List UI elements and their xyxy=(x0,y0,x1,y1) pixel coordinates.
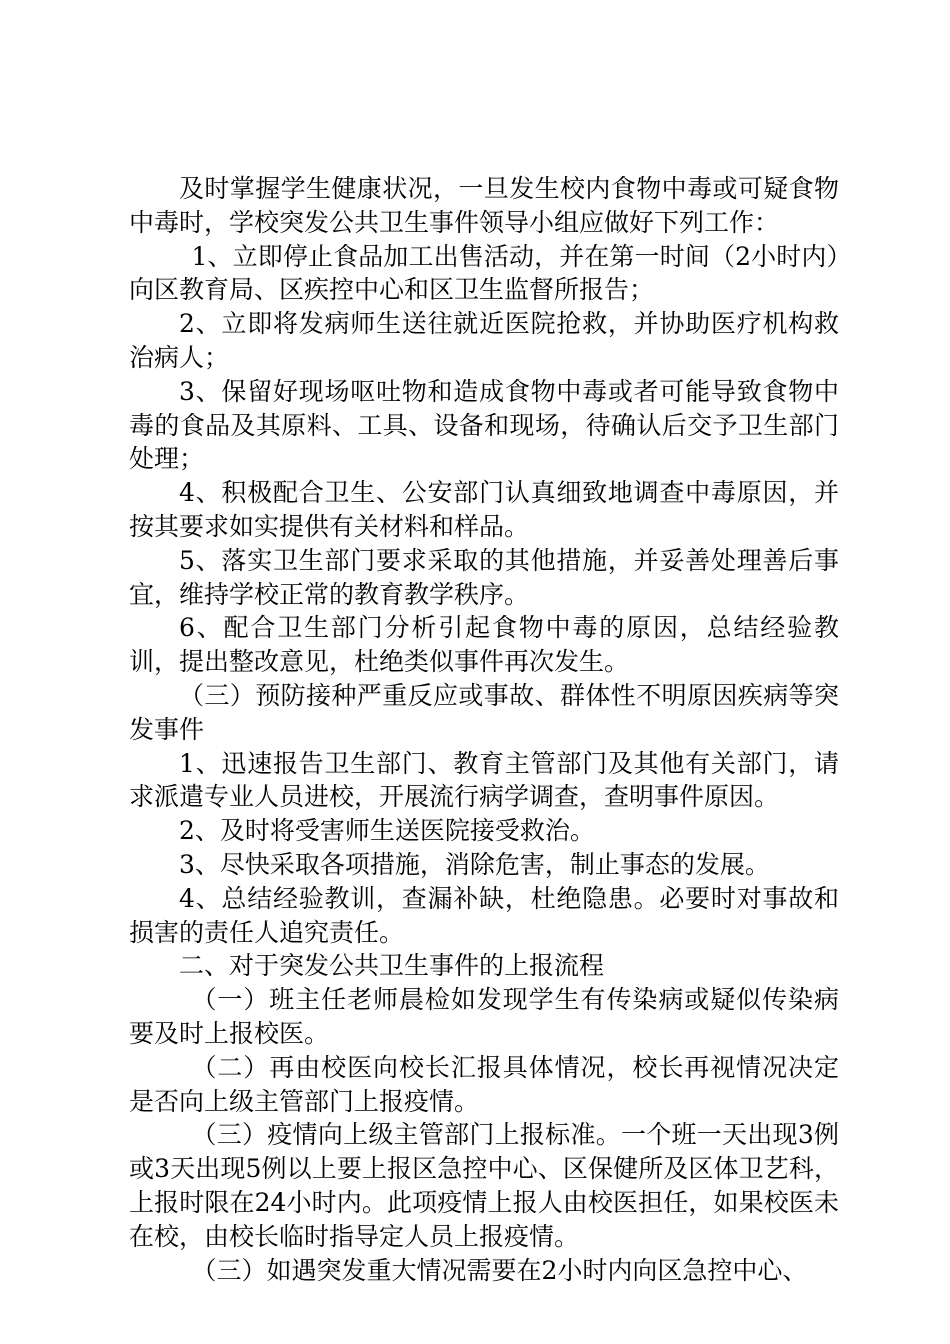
paragraph-vaccination-4: 4、总结经验教训，查漏补缺，杜绝隐患。必要时对事故和损害的责任人追究责任。 xyxy=(129,883,839,947)
paragraph-item-3: 3、保留好现场呕吐物和造成食物中毒或者可能导致食物中毒的食品及其原料、工具、设备和现场，待确认后交予卫生部门处理； xyxy=(129,376,839,474)
paragraph-vaccination-1: 1、迅速报告卫生部门、教育主管部门及其他有关部门，请求派遣专业人员进校，开展流行病学调查，查明事件原因。 xyxy=(129,748,839,812)
section-heading-reporting: 二、对于突发公共卫生事件的上报流程 xyxy=(179,951,605,981)
paragraph-reporting-3: （三）疫情向上级主管部门上报标准。一个班一天出现3例或3天出现5例以上要上报区急控中心、区保健所及区体卫艺科，上报时限在24小时内。此项疫情上报人由校医担任，如果校医未在校，由校长临时指导定人员上报疫情。 xyxy=(129,1120,839,1251)
section-heading-vaccination: （三）预防接种严重反应或事故、群体性不明原因疾病等突发事件 xyxy=(129,680,839,744)
paragraph-reporting-4: （三）如遇突发重大情况需要在2小时内向区急控中心、 xyxy=(191,1255,808,1285)
paragraph-item-5: 5、落实卫生部门要求采取的其他措施，并妥善处理善后事宜，维持学校正常的教育教学秩序。 xyxy=(129,545,839,609)
paragraph-vaccination-3: 3、尽快采取各项措施，消除危害，制止事态的发展。 xyxy=(179,849,770,879)
paragraph-reporting-2: （二）再由校医向校长汇报具体情况，校长再视情况决定是否向上级主管部门上报疫情。 xyxy=(129,1052,839,1116)
paragraph-intro: 及时掌握学生健康状况，一旦发生校内食物中毒或可疑食物中毒时，学校突发公共卫生事件领导小组应做好下列工作： xyxy=(129,174,839,237)
paragraph-reporting-1: （一）班主任老师晨检如发现学生有传染病或疑似传染病要及时上报校医。 xyxy=(129,985,839,1048)
paragraph-item-1: 1、立即停止食品加工出售活动，并在第一时间（2小时内）向区教育局、区疾控中心和区卫生监督所报告； xyxy=(129,241,839,305)
paragraph-vaccination-2: 2、及时将受害师生送医院接受救治。 xyxy=(179,816,595,846)
paragraph-item-2: 2、立即将发病师生送往就近医院抢救，并协助医疗机构救治病人； xyxy=(129,309,839,372)
paragraph-item-4: 4、积极配合卫生、公安部门认真细致地调查中毒原因，并按其要求如实提供有关材料和样品。 xyxy=(129,478,839,541)
paragraph-item-6: 6、配合卫生部门分析引起食物中毒的原因，总结经验教训，提出整改意见，杜绝类似事件再次发生。 xyxy=(129,613,839,677)
document-body xyxy=(129,172,839,1287)
